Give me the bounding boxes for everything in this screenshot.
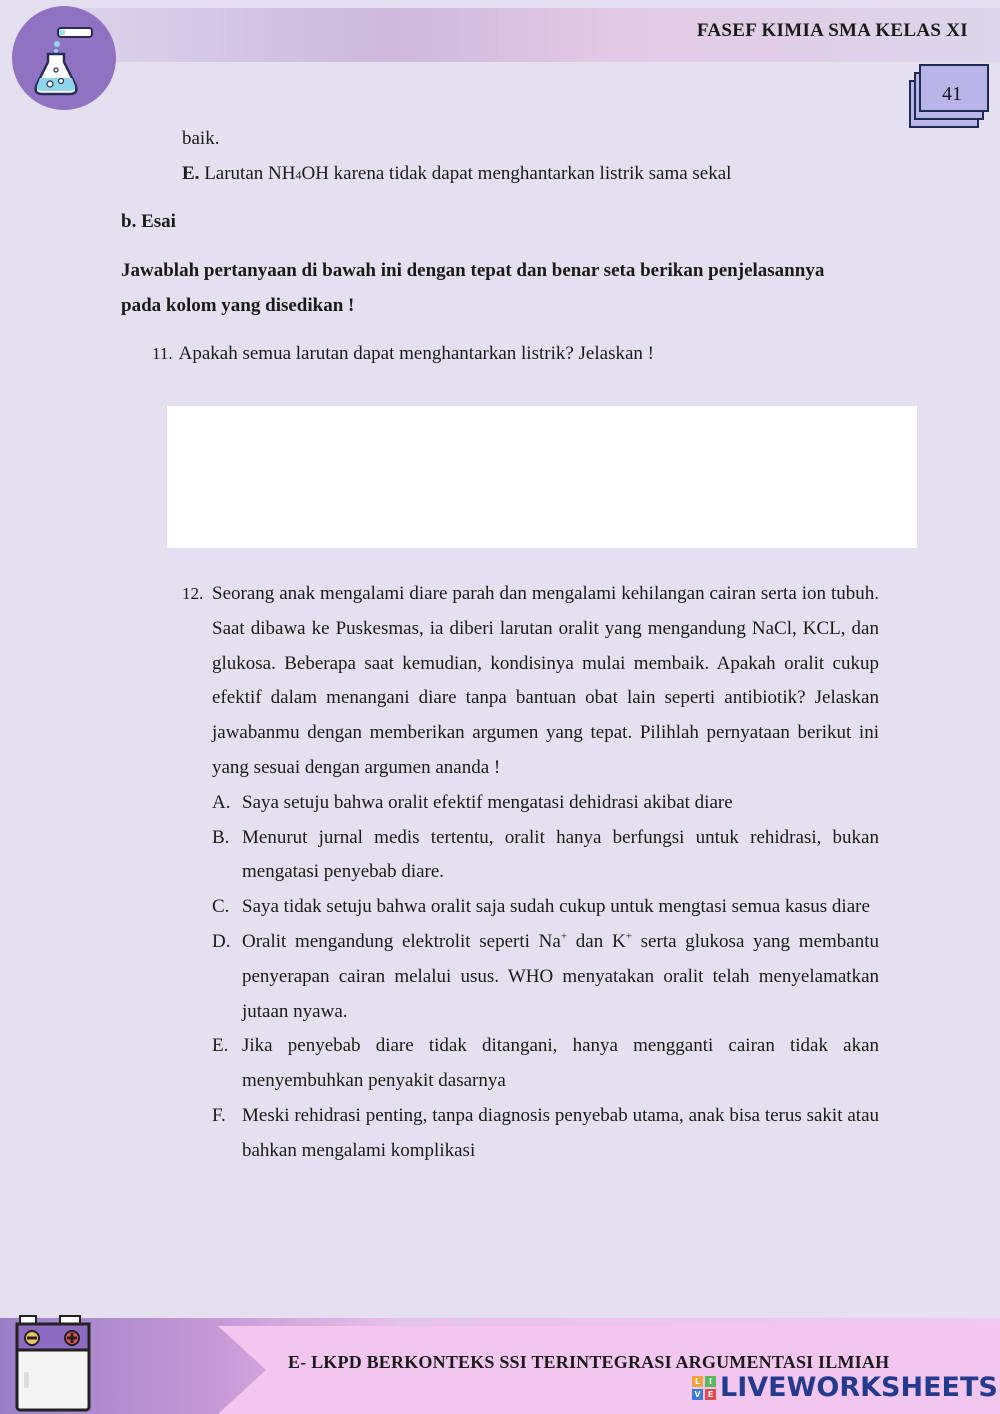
question-number: 11. — [152, 344, 173, 363]
question-number: 12. — [182, 584, 204, 603]
superscript: + — [560, 930, 568, 943]
option-text: Meski rehidrasi penting, tanpa diagnosis penyebab utama, anak bisa terus sakit atau bahkan mengalami komplikasi — [242, 1104, 879, 1161]
prev-option-e — [182, 156, 731, 193]
option-text: Saya setuju bahwa oralit efektif mengatasi dehidrasi akibat diare — [242, 791, 733, 813]
superscript: + — [625, 930, 632, 943]
option-text-part: Oralit mengandung elektrolit seperti Na — [242, 930, 561, 952]
option-text — [242, 925, 879, 1029]
option-letter: B. — [212, 826, 230, 848]
option-text-part: dan K — [567, 930, 626, 952]
grid-letter: E — [705, 1389, 716, 1400]
liveworksheets-logo[interactable] — [692, 1372, 998, 1403]
question-11 — [152, 336, 654, 371]
footer-title: E- LKPD BERKONTEKS SSI TERINTEGRASI ARGUMENTASI ILMIAH — [288, 1352, 890, 1372]
option-letter: E. — [182, 163, 200, 184]
section-title: b. Esai — [121, 211, 176, 232]
page-number-badge — [909, 64, 991, 126]
option-letter: C. — [212, 896, 230, 918]
option-d[interactable] — [212, 925, 879, 1029]
option-text: Saya tidak setuju bahwa oralit saja sudah cukup untuk mengtasi semua kasus diare — [242, 896, 870, 918]
battery-icon — [14, 1314, 92, 1412]
answer-input-11[interactable] — [167, 406, 917, 548]
option-c[interactable] — [212, 890, 879, 925]
page-number: 41 — [942, 83, 962, 105]
option-a[interactable] — [212, 786, 879, 821]
flask-icon — [12, 6, 116, 110]
option-text: Menurut jurnal medis tertentu, oralit hanya berfungsi untuk rehidrasi, bukan mengatasi penyebab diare. — [242, 826, 879, 883]
grid-letter: V — [692, 1389, 703, 1400]
option-e[interactable] — [212, 1029, 879, 1099]
option-letter: A. — [212, 791, 231, 813]
prev-option-continuation: baik. — [182, 128, 220, 149]
option-text-part: serta glukosa yang membantu penyerapan cairan melalui usus. WHO menyatakan oralit telah menyelamatkan jutaan nyawa. — [242, 930, 880, 1022]
option-letter: D. — [212, 930, 231, 952]
option-b[interactable] — [212, 821, 879, 891]
option-text-part: OH karena tidak dapat menghantarkan listrik sama sekal — [301, 163, 732, 184]
brand-name: LIVEWORKSHEETS — [720, 1372, 998, 1403]
grid-letter: L — [692, 1376, 703, 1387]
question-text: Seorang anak mengalami diare parah dan mengalami kehilangan cairan serta ion tubuh. Saat dibawa ke Puskesmas, ia diberi larutan oralit yang mengandung NaCl, KCL, dan glukosa. Beberapa saat kemudian, kondisinya mulai membaik. Apakah oralit cukup efektif dalam menangani diare tanpa bantuan obat lain seperti antibiotik? Jelaskan jawabanmu dengan memberikan argumen yang tepat. Pilihlah pernyataan berikut ini yang sesuai dengan argumen ananda ! — [212, 583, 879, 778]
liveworksheets-grid-icon — [692, 1376, 716, 1400]
instruction-line-2: pada kolom yang disedikan ! — [121, 295, 355, 316]
option-text-part: Larutan NH — [199, 163, 296, 184]
header-title: FASEF KIMIA SMA KELAS XI — [696, 20, 968, 41]
logo-circle — [12, 6, 116, 110]
subscript: 4 — [295, 168, 302, 182]
option-letter: F. — [212, 1104, 226, 1126]
option-letter: E. — [212, 1035, 229, 1057]
option-f[interactable] — [212, 1099, 879, 1169]
question-12 — [182, 577, 879, 1169]
option-text: Jika penyebab diare tidak ditangani, hanya mengganti cairan tidak akan menyembuhkan penyakit dasarnya — [242, 1035, 879, 1092]
question-text: Apakah semua larutan dapat menghantarkan listrik? Jelaskan ! — [178, 343, 654, 364]
grid-letter: I — [705, 1376, 716, 1387]
instruction-line-1: Jawablah pertanyaan di bawah ini dengan tepat dan benar seta berikan penjelasannya — [121, 260, 825, 281]
